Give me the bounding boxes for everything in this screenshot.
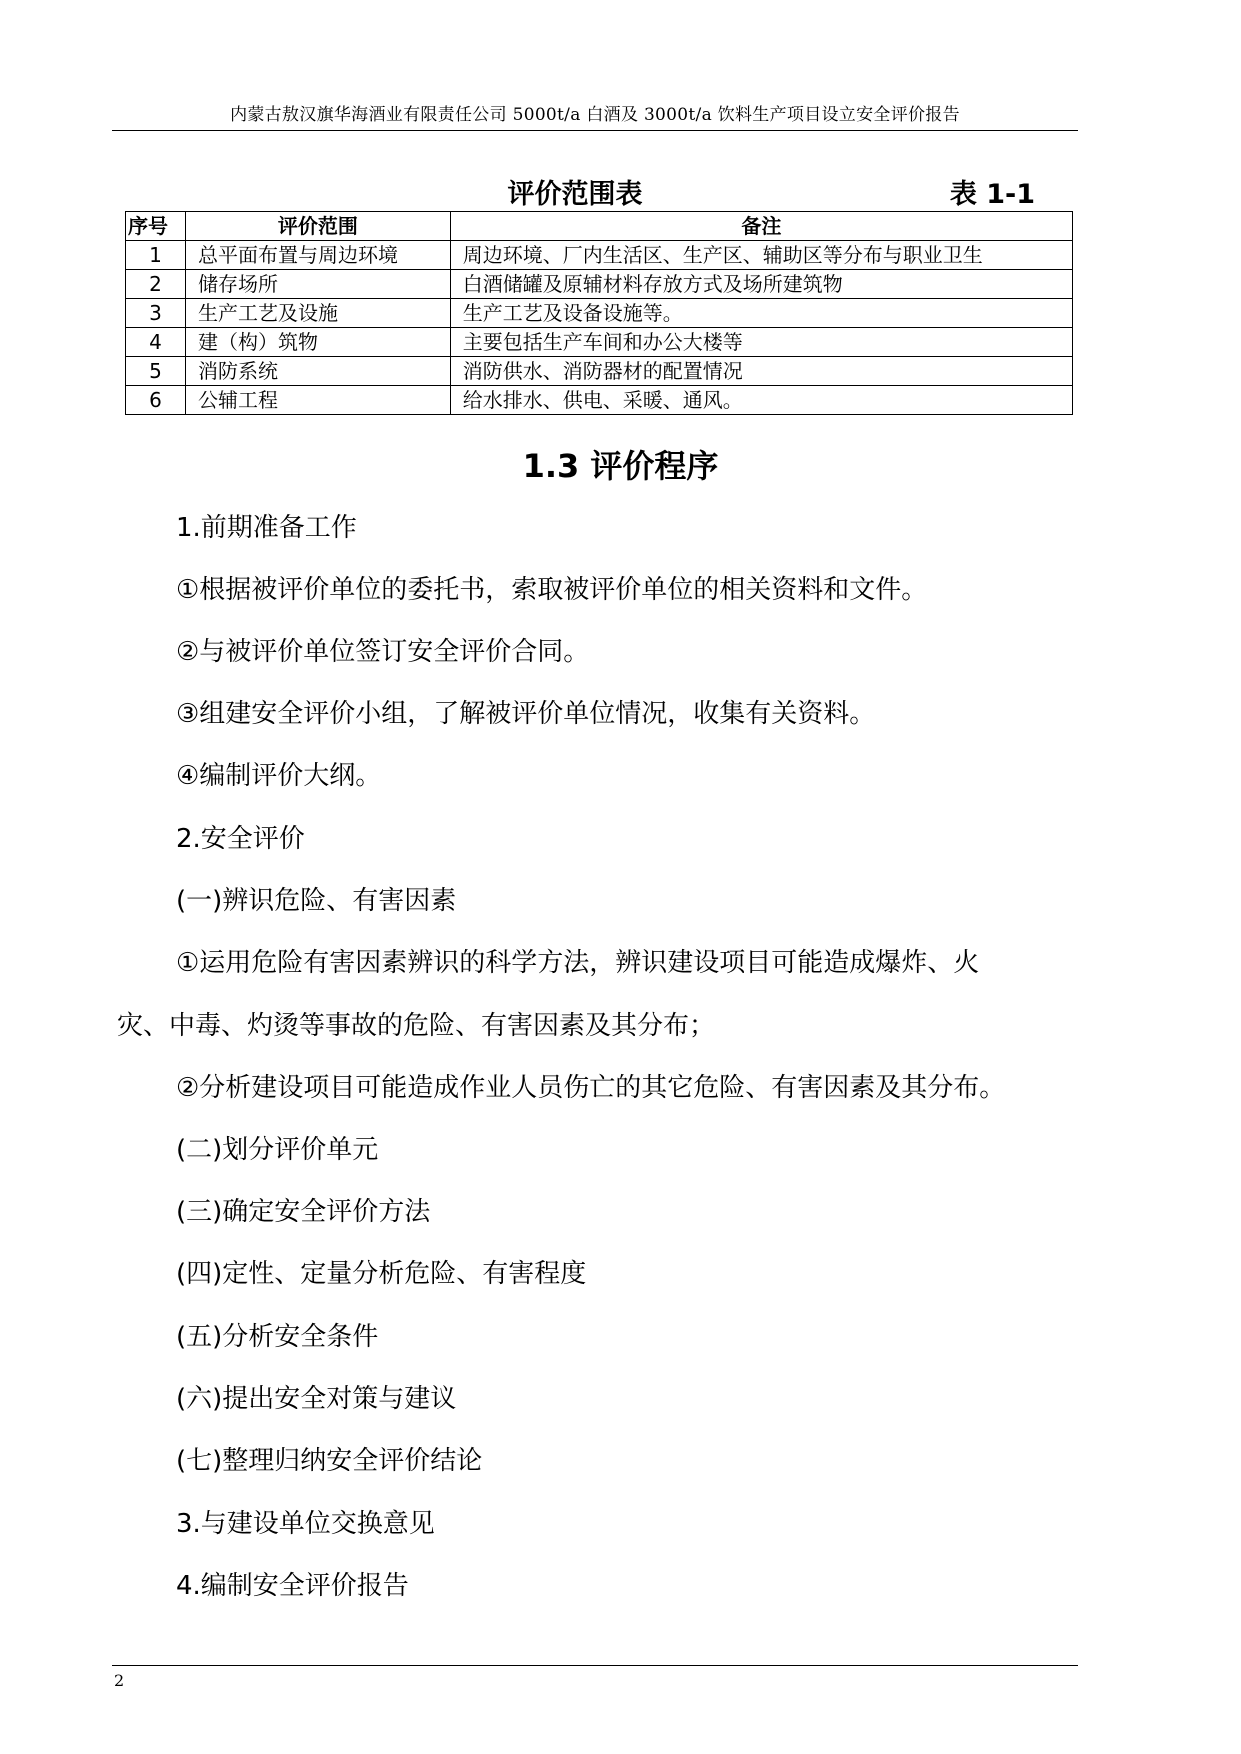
paragraph: (六)提出安全对策与建议	[176, 1384, 457, 1414]
cell-remark: 给水排水、供电、采暖、通风。	[450, 386, 1072, 415]
table-title: 评价范围表	[507, 179, 643, 210]
table-caption	[125, 168, 1035, 208]
evaluation-scope-table	[125, 211, 1073, 415]
column-header-remark: 备注	[450, 212, 1072, 241]
cell-index: 6	[126, 386, 186, 415]
cell-remark: 生产工艺及设备设施等。	[450, 299, 1072, 328]
cell-scope: 生产工艺及设施	[185, 299, 450, 328]
table-row	[126, 328, 1073, 357]
cell-scope: 公辅工程	[185, 386, 450, 415]
table-number: 表 1-1	[949, 179, 1035, 210]
cell-index: 5	[126, 357, 186, 386]
table-header-row	[126, 212, 1073, 241]
cell-remark: 白酒储罐及原辅材料存放方式及场所建筑物	[450, 270, 1072, 299]
paragraph: (五)分析安全条件	[176, 1322, 379, 1352]
paragraph: ④编制评价大纲。	[176, 761, 382, 791]
table-row	[126, 241, 1073, 270]
cell-index: 3	[126, 299, 186, 328]
table-row	[126, 386, 1073, 415]
paragraph: (一)辨识危险、有害因素	[176, 886, 457, 916]
table-row	[126, 270, 1073, 299]
paragraph: ③组建安全评价小组，了解被评价单位情况，收集有关资料。	[176, 699, 876, 729]
cell-scope: 消防系统	[185, 357, 450, 386]
table-row	[126, 357, 1073, 386]
paragraph: (七)整理归纳安全评价结论	[176, 1446, 483, 1476]
header-rule	[112, 130, 1078, 131]
cell-remark: 周边环境、厂内生活区、生产区、辅助区等分布与职业卫生	[450, 241, 1072, 270]
cell-remark: 消防供水、消防器材的配置情况	[450, 357, 1072, 386]
section-heading: 1.3 评价程序	[522, 447, 719, 485]
paragraph: 3.与建设单位交换意见	[176, 1509, 435, 1539]
page-number: 2	[114, 1671, 125, 1690]
cell-scope: 总平面布置与周边环境	[185, 241, 450, 270]
cell-index: 2	[126, 270, 186, 299]
footer-rule	[112, 1665, 1078, 1666]
cell-remark: 主要包括生产车间和办公大楼等	[450, 328, 1072, 357]
paragraph: (三)确定安全评价方法	[176, 1197, 431, 1227]
paragraph: 4.编制安全评价报告	[176, 1571, 409, 1601]
column-header-index: 序号	[126, 212, 186, 241]
cell-index: 1	[126, 241, 186, 270]
paragraph: (四)定性、定量分析危险、有害程度	[176, 1259, 587, 1289]
cell-index: 4	[126, 328, 186, 357]
column-header-scope: 评价范围	[185, 212, 450, 241]
paragraph: 2.安全评价	[176, 824, 305, 854]
paragraph: 1.前期准备工作	[176, 513, 357, 543]
running-header: 内蒙古敖汉旗华海酒业有限责任公司 5000t/a 白酒及 3000t/a 饮料生产项目设立安全评价报告	[230, 105, 960, 125]
paragraph: ①运用危险有害因素辨识的科学方法，辨识建设项目可能造成爆炸、火	[176, 948, 980, 978]
paragraph: 灾、中毒、灼烫等事故的危险、有害因素及其分布；	[117, 1011, 716, 1041]
paragraph: ②与被评价单位签订安全评价合同。	[176, 637, 590, 667]
paragraph: ②分析建设项目可能造成作业人员伤亡的其它危险、有害因素及其分布。	[176, 1073, 1006, 1103]
table-row	[126, 299, 1073, 328]
paragraph: ①根据被评价单位的委托书，索取被评价单位的相关资料和文件。	[176, 575, 928, 605]
cell-scope: 储存场所	[185, 270, 450, 299]
cell-scope: 建（构）筑物	[185, 328, 450, 357]
paragraph: (二)划分评价单元	[176, 1135, 379, 1165]
